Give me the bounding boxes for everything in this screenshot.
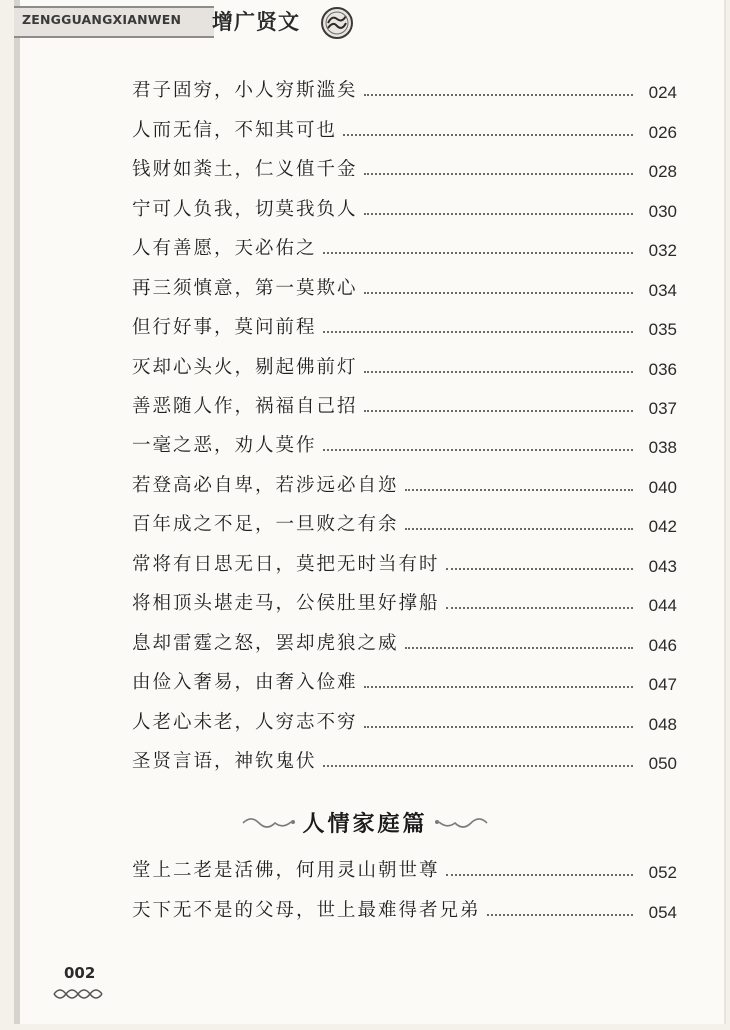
entry-title: 钱财如粪土，仁义值千金 <box>132 159 358 180</box>
dot-leader <box>364 94 633 96</box>
toc-entry[interactable] <box>132 270 677 302</box>
toc-entry[interactable] <box>132 852 677 884</box>
entry-title: 人老心未老，人穷志不穷 <box>132 712 358 733</box>
entry-page-number: 026 <box>648 123 677 142</box>
entry-page-number: 052 <box>648 863 677 882</box>
entry-title: 将相顶头堪走马，公侯肚里好撑船 <box>132 593 440 614</box>
dot-leader <box>343 134 633 136</box>
toc-entry[interactable] <box>132 467 677 499</box>
entry-title: 堂上二老是活佛，何用灵山朝世尊 <box>132 860 440 881</box>
entry-page-number: 034 <box>648 281 677 300</box>
entry-page-number: 032 <box>648 241 677 260</box>
entry-page-number: 037 <box>648 399 677 418</box>
footer-knot-icon <box>50 984 106 1004</box>
toc-entry[interactable] <box>132 506 677 538</box>
toc-entry[interactable] <box>132 427 677 459</box>
toc-entry[interactable] <box>132 388 677 420</box>
header-title-cn: 增广贤文 <box>212 9 300 34</box>
dot-leader <box>446 607 633 609</box>
entry-page-number: 040 <box>648 478 677 497</box>
entry-title: 百年成之不足，一旦败之有余 <box>132 514 399 535</box>
toc-entry[interactable] <box>132 625 677 657</box>
ornament-logo-icon <box>320 6 354 40</box>
entry-title: 人有善愿，天必佑之 <box>132 238 317 259</box>
entry-title: 人而无信，不知其可也 <box>132 120 338 141</box>
entry-page-number: 042 <box>648 517 677 536</box>
entry-page-number: 046 <box>648 636 677 655</box>
entry-page-number: 043 <box>648 557 677 576</box>
entry-title: 宁可人负我，切莫我负人 <box>132 199 358 220</box>
page-number: 002 <box>64 964 96 982</box>
dot-leader <box>323 252 633 254</box>
entry-title: 天下无不是的父母，世上最难得者兄弟 <box>132 900 481 921</box>
entry-title: 若登高必自卑，若涉远必自迩 <box>132 475 399 496</box>
entry-page-number: 054 <box>648 903 677 922</box>
dot-leader <box>323 765 633 767</box>
toc-entry[interactable] <box>132 230 677 262</box>
toc-entry[interactable] <box>132 892 677 924</box>
entry-page-number: 050 <box>648 754 677 773</box>
entry-title: 一毫之恶，劝人莫作 <box>132 435 317 456</box>
toc-entry[interactable] <box>132 309 677 341</box>
entry-page-number: 044 <box>648 596 677 615</box>
entry-title: 息却雷霆之怒，罢却虎狼之威 <box>132 633 399 654</box>
dot-leader <box>364 173 633 175</box>
dot-leader <box>364 410 633 412</box>
dot-leader <box>405 489 633 491</box>
toc-entry[interactable] <box>132 151 677 183</box>
toc-entry[interactable] <box>132 112 677 144</box>
entry-page-number: 036 <box>648 360 677 379</box>
dot-leader <box>364 371 633 373</box>
toc-entry[interactable] <box>132 585 677 617</box>
dot-leader <box>364 292 633 294</box>
left-flourish-icon <box>241 813 297 833</box>
dot-leader <box>323 449 633 451</box>
entry-title: 再三须慎意，第一莫欺心 <box>132 278 358 299</box>
dot-leader <box>364 726 633 728</box>
entry-page-number: 028 <box>648 162 677 181</box>
header-title-en: ZENGGUANGXIANWEN <box>22 12 182 27</box>
toc-entry[interactable] <box>132 664 677 696</box>
toc-entry[interactable] <box>132 72 677 104</box>
entry-page-number: 035 <box>648 320 677 339</box>
entry-title: 灭却心头火，剔起佛前灯 <box>132 357 358 378</box>
entry-page-number: 047 <box>648 675 677 694</box>
dot-leader <box>405 647 633 649</box>
section-heading <box>0 807 730 847</box>
dot-leader <box>446 874 633 876</box>
dot-leader <box>364 213 633 215</box>
entry-title: 由俭入奢易，由奢入俭难 <box>132 672 358 693</box>
section-title: 人情家庭篇 <box>302 811 428 837</box>
entry-title: 但行好事，莫问前程 <box>132 317 317 338</box>
entry-title: 圣贤言语，神钦鬼伏 <box>132 751 317 772</box>
dot-leader <box>364 686 633 688</box>
dot-leader <box>323 331 633 333</box>
dot-leader <box>405 528 633 530</box>
right-flourish-icon <box>433 813 489 833</box>
entry-page-number: 038 <box>648 438 677 457</box>
entry-page-number: 048 <box>648 715 677 734</box>
dot-leader <box>446 568 633 570</box>
dot-leader <box>487 914 633 916</box>
toc-entry[interactable] <box>132 704 677 736</box>
entry-page-number: 030 <box>648 202 677 221</box>
toc-entry[interactable] <box>132 743 677 775</box>
toc-entry[interactable] <box>132 349 677 381</box>
entry-title: 善恶随人作，祸福自己招 <box>132 396 358 417</box>
toc-entry[interactable] <box>132 191 677 223</box>
entry-page-number: 024 <box>648 83 677 102</box>
toc-entry[interactable] <box>132 546 677 578</box>
entry-title: 君子固穷，小人穷斯滥矣 <box>132 80 358 101</box>
entry-title: 常将有日思无日，莫把无时当有时 <box>132 554 440 575</box>
